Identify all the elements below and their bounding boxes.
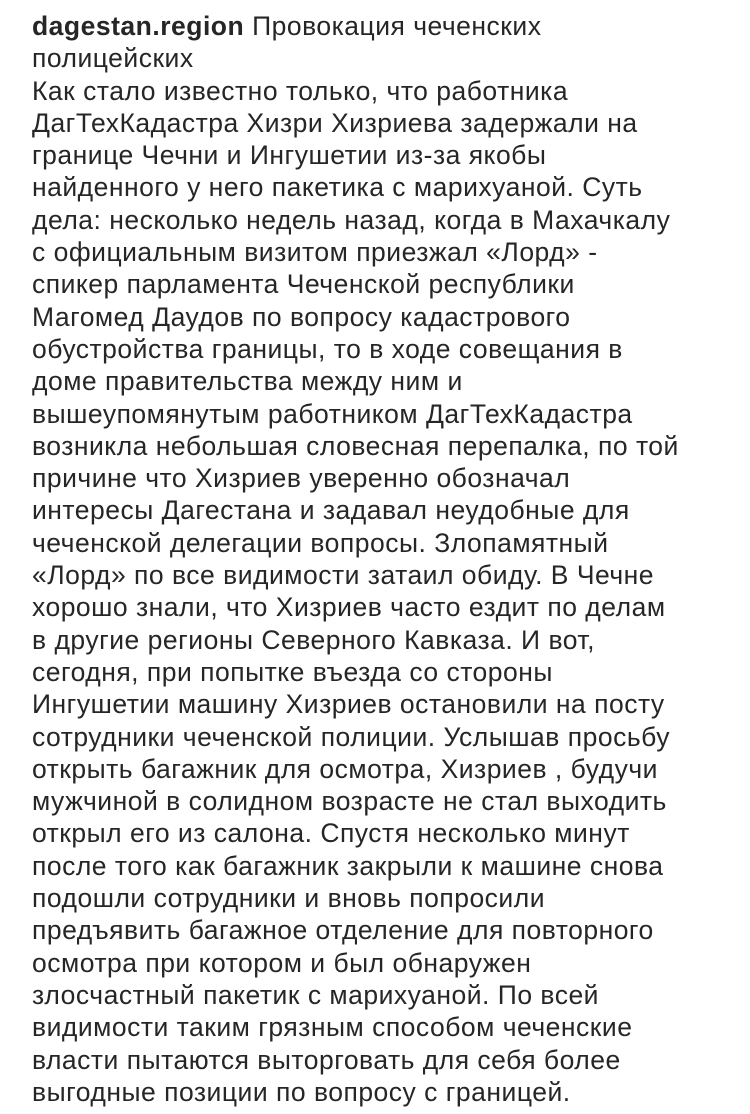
- caption-line: открыть багажник для осмотра, Хизриев , будучи: [32, 753, 658, 784]
- caption-line: власти пытаются выторговать для себя более: [32, 1044, 621, 1075]
- caption-line: обустройства границы, то в ходе совещания в: [32, 333, 623, 364]
- caption-line: вышеупомянутым работником ДагТехКадастра: [32, 398, 633, 429]
- caption-line: с официальным визитом приезжал «Лорд» -: [32, 237, 598, 268]
- caption-line: ДагТехКадастра Хизри Хизриева задержали на: [32, 107, 638, 138]
- caption-line: Как стало известно только, что работника: [32, 75, 569, 106]
- caption-line: после того как багажник закрыли к машине снова: [32, 850, 664, 881]
- caption-line: хорошо знали, что Хизриев часто ездит по делам: [32, 592, 666, 623]
- caption-header-line: [32, 10, 732, 42]
- caption-line: предъявить багажное отделение для повторного: [32, 915, 654, 946]
- caption-line: сегодня, при попытке въезда со стороны: [32, 656, 553, 687]
- caption-line: открыл его из салона. Спустя несколько минут: [32, 818, 630, 849]
- caption-line: полицейских: [32, 43, 194, 74]
- caption-line: чеченской делегации вопросы. Злопамятный: [32, 527, 609, 558]
- caption-line: возникла небольшая словесная перепалка, по той: [32, 430, 679, 461]
- caption-line: злосчастный пакетик с марихуаной. По всей: [32, 979, 599, 1010]
- caption-line: подошли сотрудники и вновь попросили: [32, 883, 545, 914]
- caption-line: осмотра при котором и был обнаружен: [32, 947, 532, 978]
- caption-line: мужчиной в солидном возрасте не стал выходить: [32, 786, 667, 817]
- caption-line: Магомед Даудов по вопросу кадастрового: [32, 301, 571, 332]
- post-caption: [32, 10, 732, 1108]
- caption-line: интересы Дагестана и задавал неудобные для: [32, 495, 630, 526]
- username-link[interactable]: dagestan.region: [32, 11, 245, 41]
- caption-line: причине что Хизриев уверенно обозначал: [32, 463, 571, 494]
- caption-line: сотрудники чеченской полиции. Услышав просьбу: [32, 721, 670, 752]
- caption-line: дела: несколько недель назад, когда в Махачкалу: [32, 204, 671, 235]
- caption-line: выгодные позиции по вопросу с границей.: [32, 1076, 571, 1107]
- caption-line: «Лорд» по все видимости затаил обиду. В Чечне: [32, 560, 655, 591]
- caption-line: доме правительства между ним и: [32, 366, 463, 397]
- caption-line: Ингушетии машину Хизриев остановили на посту: [32, 689, 665, 720]
- caption-line: спикер парламента Чеченской республики: [32, 269, 575, 300]
- caption-line: границе Чечни и Ингушетии из-за якобы: [32, 140, 547, 171]
- caption-title: Провокация чеченских: [252, 11, 542, 41]
- caption-line: видимости таким грязным способом чеченские: [32, 1012, 633, 1043]
- caption-line: найденного у него пакетика с марихуаной. Суть: [32, 172, 643, 203]
- caption-line: в другие регионы Северного Кавказа. И вот,: [32, 624, 595, 655]
